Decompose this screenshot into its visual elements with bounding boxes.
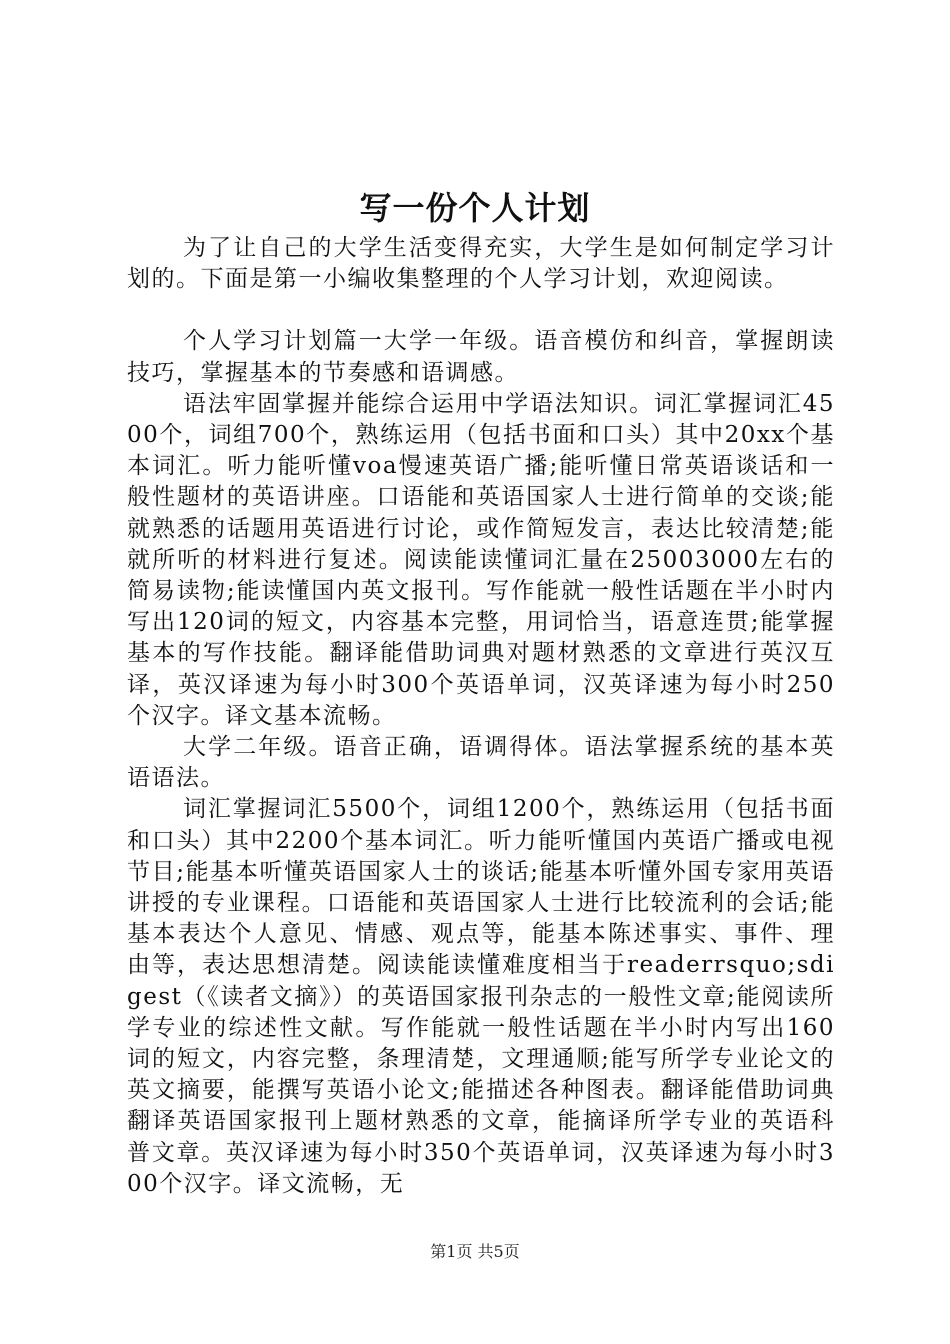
paragraph-year-two-intro: 大学二年级。语音正确，语调得体。语法掌握系统的基本英语语法。 bbox=[127, 734, 835, 792]
document-body bbox=[127, 233, 835, 1200]
paragraph-year-two-details: 词汇掌握词汇5500个，词组1200个，熟练运用（包括书面和口头）其中2200个基本词汇。听力能听懂国内英语广播或电视节目;能基本听懂英语国家人士的谈话;能基本听懂外国专家用英语讲授的专业课程。口语能和英语国家人士进行比较流利的会话;能基本表达个人意见、情感、观点等，能基本陈述事实、事件、理由等，表达思想清楚。阅读能读懂难度相当于readerrsquo;sdigest（《读者文摘》）的英语国家报刊杂志的一般性文章;能阅读所学专业的综述性文献。写作能就一般性话题在半小时内写出160词的短文，内容完整，条理清楚，文理通顺;能写所学专业论文的英文摘要，能撰写英语小论文;能描述各种图表。翻译能借助词典翻译英语国家报刊上题材熟悉的文章，能摘译所学专业的英语科普文章。英汉译速为每小时350个英语单词，汉英译速为每小时300个汉字。译文流畅，无 bbox=[127, 796, 835, 1197]
page-footer: 第1页 共5页 bbox=[430, 1242, 520, 1261]
paragraph-year-one-intro: 个人学习计划篇一大学一年级。语音模仿和纠音，掌握朗读技巧，掌握基本的节奏感和语调感。 bbox=[127, 328, 835, 386]
paragraph-year-one-details: 语法牢固掌握并能综合运用中学语法知识。词汇掌握词汇4500个，词组700个，熟练运用（包括书面和口头）其中20xx个基本词汇。听力能听懂voa慢速英语广播;能听懂日常英语谈话和一般性题材的英语讲座。口语能和英语国家人士进行简单的交谈;能就熟悉的话题用英语进行讨论，或作简短发言，表达比较清楚;能就所听的材料进行复述。阅读能读懂词汇量在25003000左右的简易读物;能读懂国内英文报刊。写作能就一般性话题在半小时内写出120词的短文，内容基本完整，用词恰当，语意连贯;能掌握基本的写作技能。翻译能借助词典对题材熟悉的文章进行英汉互译，英汉译速为每小时300个英语单词，汉英译速为每小时250个汉字。译文基本流畅。 bbox=[127, 390, 835, 729]
intro-paragraph: 为了让自己的大学生活变得充实，大学生是如何制定学习计划的。下面是第一小编收集整理的个人学习计划，欢迎阅读。 bbox=[127, 235, 835, 293]
document-title: 写一份个人计划 bbox=[359, 189, 591, 227]
